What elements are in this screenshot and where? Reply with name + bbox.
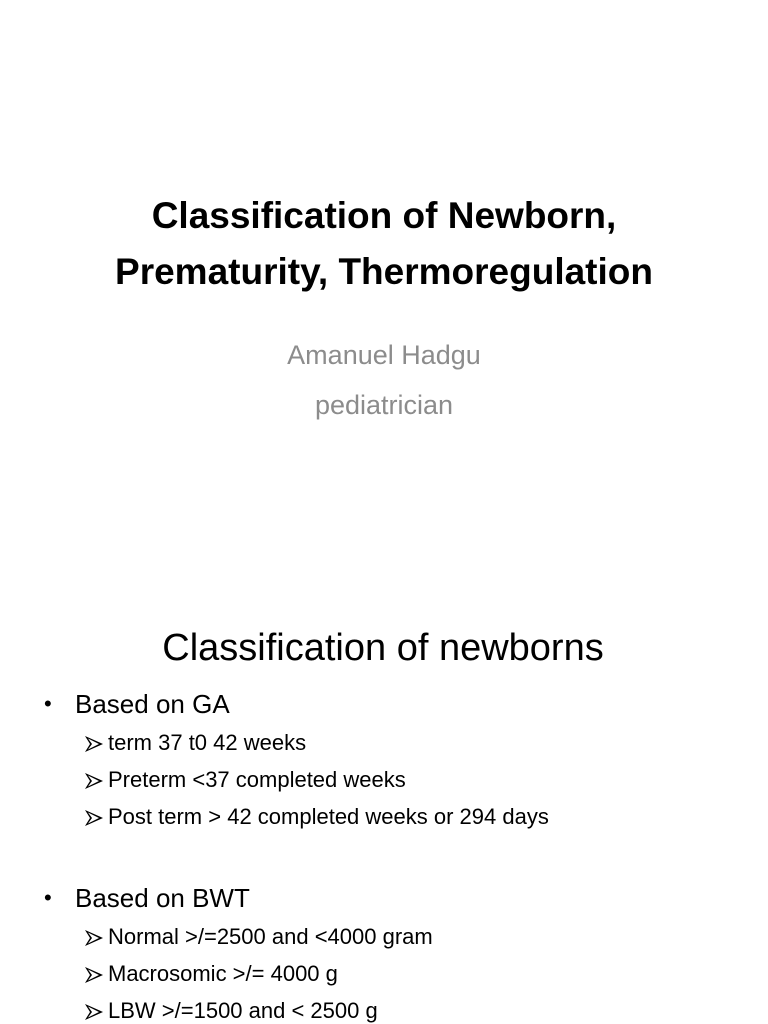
arrow-bullet-icon — [84, 773, 104, 789]
sub-bullet-item — [0, 992, 768, 1024]
sub-bullet-text: term 37 t0 42 weeks — [108, 730, 307, 755]
slide-title-line-2: Prematurity, Thermoregulation — [115, 251, 653, 292]
sub-bullet-item — [0, 918, 768, 955]
sub-bullet-item — [0, 761, 768, 798]
sub-bullet-item — [0, 724, 768, 761]
sub-bullet-item — [0, 798, 768, 835]
arrow-bullet-icon — [84, 810, 104, 826]
author-role: pediatrician — [314, 390, 454, 420]
bullet-dot-icon: • — [44, 691, 52, 716]
arrow-bullet-icon — [84, 736, 104, 752]
slide-subtitle — [0, 330, 768, 430]
sub-bullet-text: LBW >/=1500 and < 2500 g — [108, 998, 378, 1023]
section-heading: Based on BWT — [75, 883, 250, 913]
bullet-item — [0, 684, 768, 724]
content-slide — [0, 576, 768, 1024]
arrow-bullet-icon — [84, 930, 104, 946]
content-slide-title: Classification of newborns — [162, 627, 604, 669]
slide-title-line-1: Classification of Newborn, — [151, 195, 617, 236]
sub-bullet-text: Macrosomic >/= 4000 g — [108, 961, 338, 986]
arrow-bullet-icon — [84, 1004, 104, 1020]
bullet-dot-icon: • — [44, 885, 52, 910]
section-based-on-bwt — [0, 878, 768, 1024]
section-based-on-ga — [0, 684, 768, 835]
sub-bullet-item — [0, 955, 768, 992]
bullet-item — [0, 878, 768, 918]
sub-bullet-text: Post term > 42 completed weeks or 294 days — [108, 804, 549, 829]
section-heading: Based on GA — [75, 689, 230, 719]
author-name: Amanuel Hadgu — [287, 340, 481, 370]
slide-title — [0, 188, 768, 300]
arrow-bullet-icon — [84, 967, 104, 983]
sub-bullet-text: Normal >/=2500 and <4000 gram — [108, 924, 433, 949]
sub-bullet-text: Preterm <37 completed weeks — [108, 767, 406, 792]
